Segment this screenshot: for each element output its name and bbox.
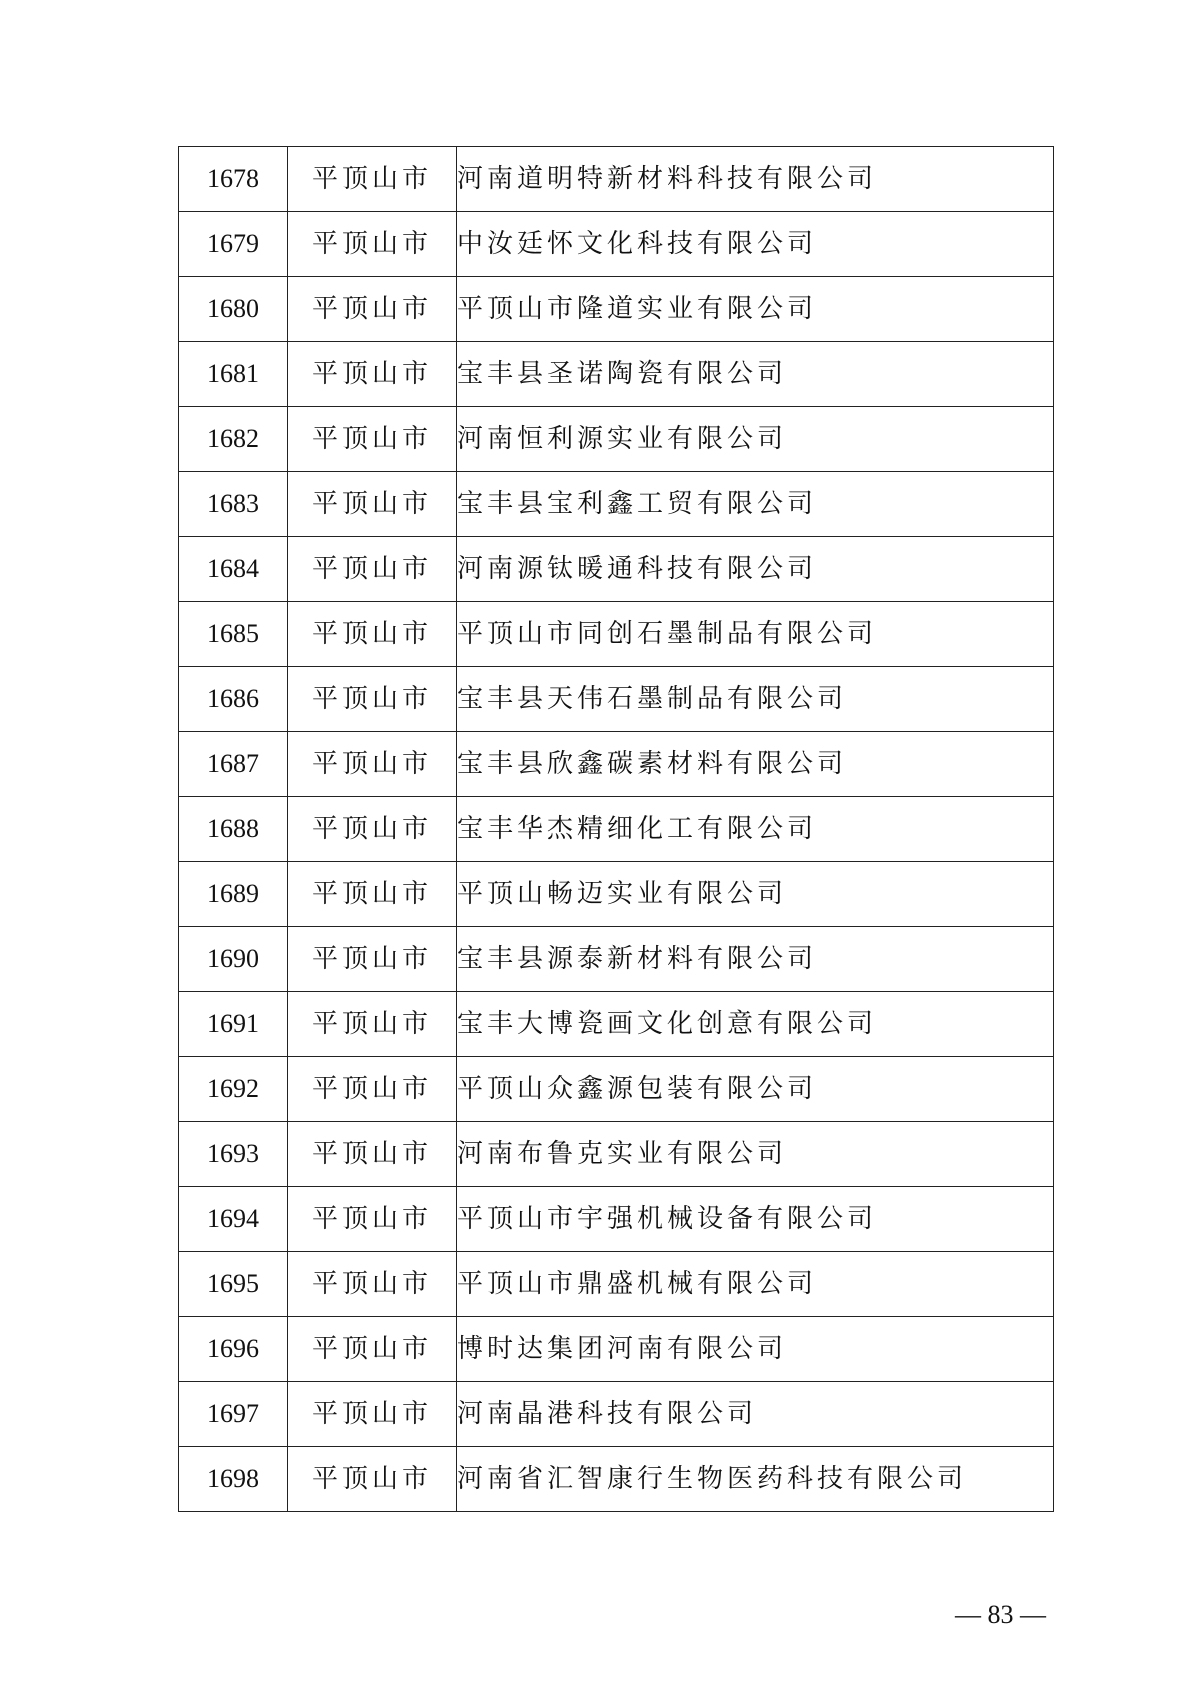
company-name-cell: 平顶山市同创石墨制品有限公司 (457, 602, 1054, 667)
company-name-cell: 河南布鲁克实业有限公司 (457, 1122, 1054, 1187)
table-row (179, 862, 1054, 927)
city-cell: 平顶山市 (288, 992, 457, 1057)
table-row (179, 537, 1054, 602)
company-name-cell: 平顶山市宇强机械设备有限公司 (457, 1187, 1054, 1252)
table-row (179, 992, 1054, 1057)
company-name-cell: 宝丰县源泰新材料有限公司 (457, 927, 1054, 992)
city-cell: 平顶山市 (288, 1382, 457, 1447)
table-row (179, 1252, 1054, 1317)
row-number-cell: 1687 (179, 732, 288, 797)
table-row (179, 1317, 1054, 1382)
table-row (179, 1057, 1054, 1122)
city-cell: 平顶山市 (288, 537, 457, 602)
city-cell: 平顶山市 (288, 797, 457, 862)
company-name-cell: 平顶山畅迈实业有限公司 (457, 862, 1054, 927)
page-number: — 83 — (955, 1600, 1046, 1629)
row-number-cell: 1693 (179, 1122, 288, 1187)
table-row (179, 472, 1054, 537)
table-row (179, 342, 1054, 407)
company-name-cell: 河南晶港科技有限公司 (457, 1382, 1054, 1447)
row-number-cell: 1698 (179, 1447, 288, 1512)
row-number-cell: 1694 (179, 1187, 288, 1252)
company-name-cell: 宝丰县天伟石墨制品有限公司 (457, 667, 1054, 732)
table-row (179, 732, 1054, 797)
table-row (179, 797, 1054, 862)
table-row (179, 1187, 1054, 1252)
row-number-cell: 1691 (179, 992, 288, 1057)
company-name-cell: 宝丰县圣诺陶瓷有限公司 (457, 342, 1054, 407)
company-name-cell: 宝丰县宝利鑫工贸有限公司 (457, 472, 1054, 537)
row-number-cell: 1688 (179, 797, 288, 862)
table-row (179, 212, 1054, 277)
company-name-cell: 平顶山市隆道实业有限公司 (457, 277, 1054, 342)
company-name-cell: 河南源钛暖通科技有限公司 (457, 537, 1054, 602)
row-number-cell: 1684 (179, 537, 288, 602)
table-row (179, 927, 1054, 992)
row-number-cell: 1696 (179, 1317, 288, 1382)
city-cell: 平顶山市 (288, 147, 457, 212)
city-cell: 平顶山市 (288, 1317, 457, 1382)
table-row (179, 602, 1054, 667)
row-number-cell: 1683 (179, 472, 288, 537)
city-cell: 平顶山市 (288, 602, 457, 667)
row-number-cell: 1681 (179, 342, 288, 407)
city-cell: 平顶山市 (288, 667, 457, 732)
city-cell: 平顶山市 (288, 927, 457, 992)
city-cell: 平顶山市 (288, 1447, 457, 1512)
city-cell: 平顶山市 (288, 1122, 457, 1187)
table-row (179, 1122, 1054, 1187)
company-name-cell: 平顶山市鼎盛机械有限公司 (457, 1252, 1054, 1317)
row-number-cell: 1689 (179, 862, 288, 927)
row-number-cell: 1686 (179, 667, 288, 732)
company-name-cell: 平顶山众鑫源包装有限公司 (457, 1057, 1054, 1122)
company-name-cell: 中汝廷怀文化科技有限公司 (457, 212, 1054, 277)
row-number-cell: 1692 (179, 1057, 288, 1122)
table-row (179, 277, 1054, 342)
table-row (179, 147, 1054, 212)
row-number-cell: 1680 (179, 277, 288, 342)
table-row (179, 1447, 1054, 1512)
city-cell: 平顶山市 (288, 1187, 457, 1252)
city-cell: 平顶山市 (288, 732, 457, 797)
city-cell: 平顶山市 (288, 277, 457, 342)
row-number-cell: 1685 (179, 602, 288, 667)
row-number-cell: 1695 (179, 1252, 288, 1317)
company-list-table (178, 146, 1054, 1512)
city-cell: 平顶山市 (288, 1057, 457, 1122)
company-name-cell: 宝丰华杰精细化工有限公司 (457, 797, 1054, 862)
city-cell: 平顶山市 (288, 342, 457, 407)
row-number-cell: 1678 (179, 147, 288, 212)
company-name-cell: 河南省汇智康行生物医药科技有限公司 (457, 1447, 1054, 1512)
city-cell: 平顶山市 (288, 1252, 457, 1317)
city-cell: 平顶山市 (288, 407, 457, 472)
row-number-cell: 1679 (179, 212, 288, 277)
row-number-cell: 1682 (179, 407, 288, 472)
city-cell: 平顶山市 (288, 212, 457, 277)
table-row (179, 667, 1054, 732)
company-name-cell: 宝丰县欣鑫碳素材料有限公司 (457, 732, 1054, 797)
city-cell: 平顶山市 (288, 862, 457, 927)
company-name-cell: 河南恒利源实业有限公司 (457, 407, 1054, 472)
company-name-cell: 宝丰大博瓷画文化创意有限公司 (457, 992, 1054, 1057)
city-cell: 平顶山市 (288, 472, 457, 537)
company-name-cell: 河南道明特新材料科技有限公司 (457, 147, 1054, 212)
table-body (179, 147, 1054, 1512)
row-number-cell: 1690 (179, 927, 288, 992)
company-name-cell: 博时达集团河南有限公司 (457, 1317, 1054, 1382)
table-row (179, 407, 1054, 472)
table-row (179, 1382, 1054, 1447)
row-number-cell: 1697 (179, 1382, 288, 1447)
